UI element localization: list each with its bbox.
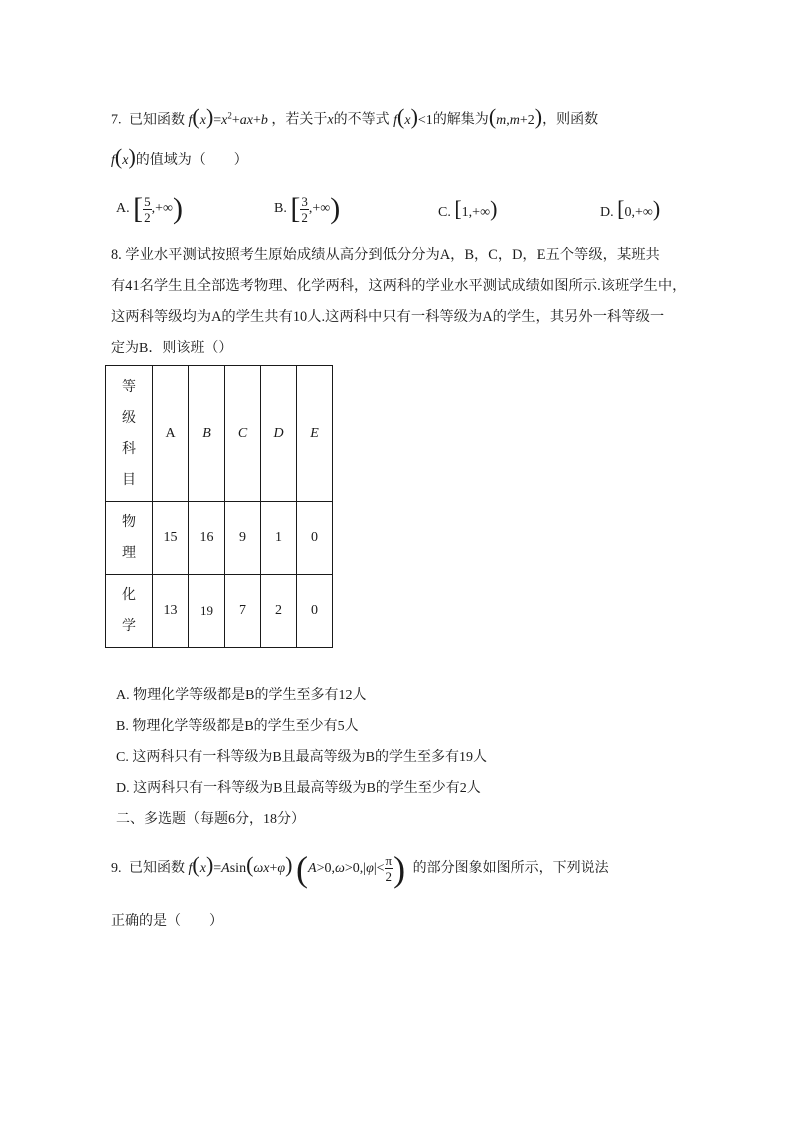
section-title: 二、多选题（每题6分，18分） (116, 812, 305, 827)
q9-stem-line1 (111, 845, 609, 889)
table-subject-physics: 物 理 (106, 502, 153, 575)
table-header-grade-c: C (225, 366, 261, 502)
interval-open-bracket: [ (133, 192, 144, 225)
q7-var-x: x (327, 112, 334, 128)
interval-close-bracket: ) (173, 192, 184, 225)
option-letter: B. (274, 201, 287, 217)
q8-option-b: B. 物理化学等级都是B的学生至少有5人 (116, 719, 359, 734)
q9-stem-line2: 正确的是（ ） (111, 914, 223, 929)
q8-option-a: A. 物理化学等级都是B的学生至多有12人 (116, 688, 367, 703)
q8-stem-line2: 有41名学生且全部选考物理、化学两科，这两科的学业水平测试成绩如图所示.该班学生中， (111, 278, 687, 294)
table-corner-header: 等 级 科 目 (106, 366, 153, 502)
table-header-grade-e: E (297, 366, 333, 502)
table-cell: 7 (225, 575, 261, 648)
table-cell: 2 (261, 575, 297, 648)
q7-stem-b: ，若关于 (271, 112, 328, 128)
q7-fx: f(x) (111, 144, 136, 169)
table-header-row (106, 366, 333, 502)
q7-stem-d: 的解集为 (432, 112, 489, 128)
q7-solution-interval: (m,m+2) (488, 103, 543, 129)
table-cell: 9 (225, 502, 261, 575)
table-cell: 13 (153, 575, 189, 648)
interval-open-bracket: [ (454, 196, 462, 221)
interval-tail: ,+∞ (308, 201, 331, 216)
q7-function-formula: $f(x)=x^2+ax+b$ (188, 103, 268, 129)
table-row (106, 502, 333, 575)
interval-close-bracket: ) (330, 192, 341, 225)
q7-stem-c: 的不等式 (333, 112, 390, 128)
q7-stem-line2 (111, 141, 248, 176)
table-cell: 15 (153, 502, 189, 575)
q7-stem-a: 已知函数 (129, 112, 185, 128)
fraction: $\frac{3}{2}$ (301, 193, 308, 225)
q7-number: 7. (111, 112, 122, 128)
interval-body: 0,+∞ (624, 205, 653, 220)
table-cell: 1 (261, 502, 297, 575)
table-subject-chemistry: 化 学 (106, 575, 153, 648)
table-cell: 0 (297, 575, 333, 648)
q8-stem-line1: 8. 学业水平测试按照考生原始成绩从高分到低分分为A，B，C，D，E五个等级，某班共 (111, 247, 660, 263)
table-cell: 16 (189, 502, 225, 575)
q7-stem-f: 的值域为（ ） (135, 153, 248, 168)
table-row (106, 575, 333, 648)
q9-condition: (A>0,ω>0,|φ|< $\frac{\pi}{2}$ ) (296, 848, 406, 889)
table-header-grade-b: B (189, 366, 225, 502)
q9-stem-b: 的部分图象如图所示，下列说法 (412, 860, 609, 876)
table-cell: 19 (189, 575, 225, 648)
table-cell: 0 (297, 502, 333, 575)
q8-option-c: C. 这两科只有一科等级为B且最高等级为B的学生至多有19人 (116, 750, 488, 765)
q7-stem-e: ，则函数 (542, 112, 599, 128)
q7-option-a (116, 192, 183, 226)
option-letter: D. (600, 205, 614, 220)
fraction: $\frac{\pi}{2}$ (385, 853, 393, 885)
q8-stem-line3: 这两科等级均为A的学生共有10人.这两科中只有一科等级为A的学生，其另外一科等级一 (111, 309, 665, 325)
option-letter: A. (116, 201, 130, 217)
q9-formula: f(x)=Asin(ωx+φ) (188, 852, 293, 877)
table-header-grade-d: D (261, 366, 297, 502)
option-letter: C. (438, 205, 451, 220)
q8-option-d: D. 这两科只有一科等级为B且最高等级为B的学生至少有2人 (116, 781, 481, 796)
interval-body: 1,+∞ (461, 205, 491, 220)
fraction: $\frac{5}{2}$ (144, 193, 151, 225)
q9-number: 9. (111, 861, 122, 876)
interval-close-bracket: ) (652, 196, 661, 221)
interval-close-bracket: ) (490, 196, 498, 221)
interval-open-bracket: [ (617, 196, 625, 221)
table-header-grade-a: A (153, 366, 189, 502)
q9-stem-a: 已知函数 (129, 861, 185, 876)
grade-table (105, 365, 333, 648)
interval-tail: ,+∞ (151, 201, 174, 216)
q8-stem-line4: 定为B．则该班（） (111, 341, 233, 356)
q7-option-b (274, 192, 340, 226)
interval-open-bracket: [ (290, 192, 301, 225)
q7-option-c (438, 196, 497, 222)
q7-option-d (600, 196, 660, 222)
q7-stem-line1 (111, 100, 598, 136)
q7-inequality: f(x)<1 (393, 103, 433, 129)
